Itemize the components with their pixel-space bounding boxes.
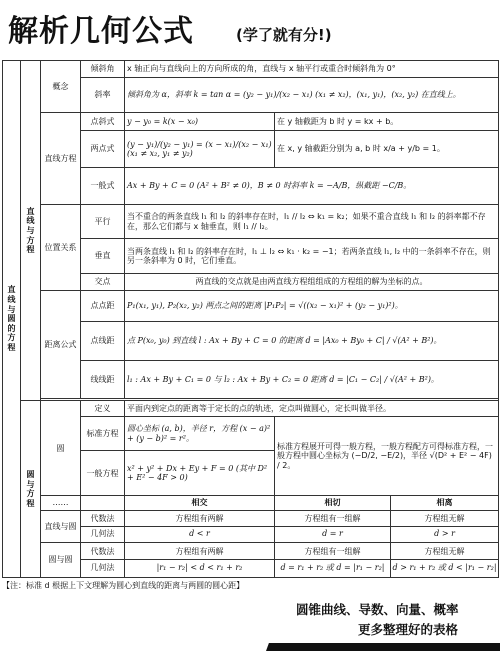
result-text: d = r₁ + r₂ 或 d = |r₁ − r₂| <box>280 562 385 572</box>
result-text: 方程组无解 <box>391 512 498 527</box>
formula-cell: 两直线的交点就是由两直线方程组组成的方程组的解为坐标的点。 <box>125 274 499 291</box>
row-label: 距离公式 <box>41 291 81 399</box>
result-text: 方程组有一组解 <box>275 512 390 527</box>
formula-cell: 标准方程展开可得一般方程，一般方程配方可得标准方程，一般方程中圆心坐标为 (−D/2, −E/2)，半径 √(D² + E² − 4F) / 2。 <box>275 416 499 496</box>
footnote: 【注：标准 d 根据上下文理解为圆心到直线的距离与两圆的圆心距】 <box>2 581 245 590</box>
row-label: 直线方程 <box>41 112 81 204</box>
row-sublabel: 标准方程 <box>81 416 125 451</box>
footer-banner <box>266 598 500 653</box>
row-label: 圆与圆 <box>41 543 81 578</box>
result-text: d > r <box>434 528 455 538</box>
formula-cell: 当两条直线 l₁ 和 l₂ 的斜率存在时，l₁ ⊥ l₂ ⇔ k₁ · k₂ = −1；若两条直线 l₁, l₂ 中的一条斜率不存在，则另一条斜率为 0 时，它们垂直。 <box>125 239 499 274</box>
formula-cell: 在 x, y 轴截距分别为 a, b 时 x/a + y/b = 1。 <box>275 131 499 168</box>
table-row <box>3 291 499 322</box>
row-sublabel: 交点 <box>81 274 125 291</box>
formula-cell: 点 P(x₀, y₀) 到直线 l : Ax + By + C = 0 的距离 d = |Ax₀ + By₀ + C| / √(A² + B²)。 <box>125 321 499 360</box>
formula-cell: (y − y₁)/(y₂ − y₁) = (x − x₁)/(x₂ − x₁) (x₁ ≠ x₂, y₁ ≠ y₂) <box>125 131 275 168</box>
row-sublabel: 一般式 <box>81 168 125 205</box>
row-sublabel: 定义 <box>81 401 125 416</box>
column-header: 相交 <box>125 496 275 510</box>
method-cell <box>81 510 125 543</box>
formula-cell: 在 y 轴截距为 b 时 y = kx + b。 <box>275 112 499 130</box>
result-cell <box>125 543 275 578</box>
row-sublabel: 垂直 <box>81 239 125 274</box>
result-text: 方程组有一组解 <box>275 545 390 560</box>
result-text: 方程组有两解 <box>125 545 274 560</box>
footer-underline <box>266 643 500 651</box>
row-label: 圆 <box>41 401 81 496</box>
formula-cell: l₁ : Ax + By + C₁ = 0 与 l₂ : Ax + By + C₂ = 0 距离 d = |C₁ − C₂| / √(A² + B²)。 <box>125 360 499 399</box>
formula-cell: y − y₀ = k(x − x₀) <box>125 112 275 130</box>
section-label: 圆 与 方 程 <box>21 401 41 578</box>
row-sublabel: 点斜式 <box>81 112 125 130</box>
table-row <box>3 401 499 416</box>
row-sublabel: 线线距 <box>81 360 125 399</box>
row-sublabel: 几何法 <box>90 528 115 538</box>
result-text: |r₁ − r₂| < d < r₁ + r₂ <box>156 562 243 572</box>
table-row <box>3 496 499 510</box>
row-sublabel: 平行 <box>81 204 125 239</box>
row-sublabel <box>81 496 125 510</box>
formula-cell: 当不重合的两条直线 l₁ 和 l₂ 的斜率存在时，l₁ // l₂ ⇔ k₁ = k₂；如果不重合直线 l₁ 和 l₂ 的斜率都不存在，那么它们都与 x 轴垂直，则 l₁ // l₂。 <box>125 204 499 239</box>
section-label: 直 线 与 方 程 <box>21 61 41 401</box>
column-header: 相切 <box>275 496 391 510</box>
row-sublabel: 斜率 <box>81 78 125 113</box>
row-sublabel: 点点距 <box>81 291 125 322</box>
section-label: 直 线 与 圆 的 方 程 <box>3 61 21 578</box>
formula-cell: 倾斜角为 α，斜率 k = tan α = (y₂ − y₁)/(x₂ − x₁) (x₁ ≠ x₂)，(x₁, y₁)，(x₂, y₂) 在直线上。 <box>125 78 499 113</box>
result-cell <box>125 510 275 543</box>
row-label: 直线与圆 <box>41 510 81 543</box>
result-text: d > r₁ + r₂ 或 d < |r₁ − r₂| <box>392 562 497 572</box>
formula-cell: x 轴正向与直线向上的方向所成的角，直线与 x 轴平行或重合时倾斜角为 0° <box>125 61 499 78</box>
formula-cell: P₁(x₁, y₁), P₂(x₂, y₂) 两点之间的距离 |P₁P₂| = √((x₂ − x₁)² + (y₂ − y₁)²)。 <box>125 291 499 322</box>
formula-cell: Ax + By + C = 0 (A² + B² ≠ 0)，B ≠ 0 时斜率 k = −A/B，纵截距 −C/B。 <box>125 168 499 205</box>
page-title: 解析几何公式 <box>8 14 194 49</box>
footer-line-1: 圆锥曲线、导数、向量、概率 <box>296 602 459 617</box>
result-text: d < r <box>189 528 210 538</box>
result-cell <box>391 510 499 543</box>
result-cell <box>391 543 499 578</box>
page-subtitle: (学了就有分!) <box>236 26 332 44</box>
row-label: …… <box>41 496 81 510</box>
table-row <box>3 112 499 130</box>
row-sublabel: 代数法 <box>81 545 124 560</box>
row-sublabel: 几何法 <box>90 562 115 572</box>
table-row <box>3 204 499 239</box>
row-sublabel: 两点式 <box>81 131 125 168</box>
result-text: 方程组无解 <box>391 545 498 560</box>
table-row <box>3 510 499 543</box>
method-cell <box>81 543 125 578</box>
formula-cell: x² + y² + Dx + Ey + F = 0 (其中 D² + E² − 4F > 0) <box>125 451 275 496</box>
row-sublabel: 一般方程 <box>81 451 125 496</box>
result-cell <box>275 543 391 578</box>
formula-table <box>2 60 498 578</box>
footer-line-2: 更多整理好的表格 <box>358 622 459 637</box>
result-text: d = r <box>322 528 343 538</box>
table-row <box>3 61 499 78</box>
row-sublabel: 点线距 <box>81 321 125 360</box>
row-sublabel: 代数法 <box>81 512 124 527</box>
column-header: 相离 <box>391 496 499 510</box>
row-sublabel: 倾斜角 <box>81 61 125 78</box>
result-text: 方程组有两解 <box>125 512 274 527</box>
formula-cell: 平面内到定点的距离等于定长的点的轨迹，定点叫做圆心，定长叫做半径。 <box>125 401 499 416</box>
table-row <box>3 543 499 578</box>
formula-cell: 圆心坐标 (a, b)，半径 r，方程 (x − a)² + (y − b)² = r²。 <box>125 416 275 451</box>
row-label: 位置关系 <box>41 204 81 291</box>
result-cell <box>275 510 391 543</box>
row-label: 概念 <box>41 61 81 113</box>
